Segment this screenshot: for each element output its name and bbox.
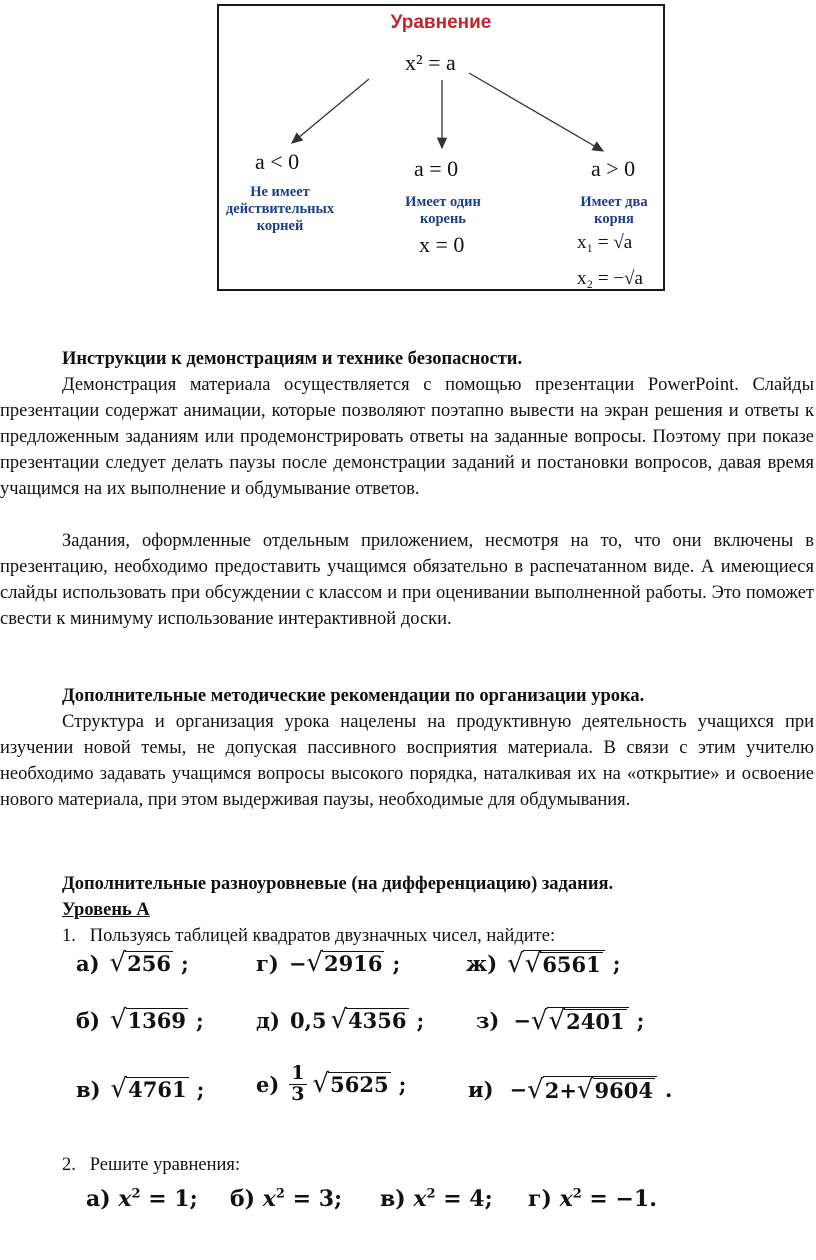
task1-text: 1. Пользуясь таблицей квадратов двузначных чисел, найдите:	[62, 926, 556, 946]
task-item-a: а) √ 256 ;	[76, 948, 189, 978]
equation-b: б) $x^2 = 3$;	[230, 1186, 343, 1212]
equation-v: в) $x^2 = 4$;	[380, 1186, 493, 1212]
section2-heading: Дополнительные методические рекомендации по организации урока.	[62, 686, 645, 706]
case-negative-condition: a < 0	[255, 149, 300, 174]
section3-heading: Дополнительные разноуровневые (на дифференциацию) задания.	[62, 874, 614, 894]
task-item-z: з) − √ √ 2401 ;	[476, 1006, 645, 1037]
section1-paragraph-2: Задания, оформленные отдельным приложением, несмотря на то, что они включены в презентацию, необходимо предоставить учащимся обязательно в распечатанном виде. А имеющиеся слайды использовать при обсуждении с классом и при оценивании выполненной работы. Это поможет свести к минимуму использование интерактивной доски.	[0, 531, 814, 629]
equation-a: а) $x^2 = 1$;	[86, 1186, 198, 1212]
case-zero-condition: a = 0	[414, 156, 459, 181]
level-heading: Уровень А	[62, 900, 150, 920]
task-item-e: е) $\frac{1}{3}$ √ 5625 ;	[256, 1062, 407, 1105]
equation-g: г) $x^2 = -1$.	[528, 1186, 657, 1212]
diagram-title: Уравнение	[390, 12, 492, 33]
top-equation: x² = a	[405, 50, 456, 75]
section1-paragraph-1: Демонстрация материала осуществляется с помощью презентации PowerPoint. Слайды презентации содержат анимации, которые позволяют поэтапно вывести на экран решения и ответы к предложенным заданиям или продемонстрировать ответы на заданные вопросы. Поэтому при показе презентации следует делать паузы после демонстрации заданий и постановки вопросов, давая время учащимся на их выполнение и обдумывание ответов.	[0, 375, 814, 499]
task-item-d: д) 0,5 √ 4356 ;	[256, 1005, 425, 1035]
case-zero-description: Имеет один корень	[405, 194, 481, 227]
task-item-b: б) √ 1369 ;	[76, 1005, 204, 1035]
case-positive-root-2: x₂ = −√a	[577, 268, 643, 289]
task-item-zh: ж) √ √ 6561 ;	[466, 949, 621, 980]
task-item-v: в) √ 4761 ;	[76, 1074, 205, 1104]
case-positive-description: Имеет два корня	[580, 194, 648, 227]
task-item-g: г) − √ 2916 ;	[256, 948, 401, 978]
case-zero-root: x = 0	[419, 232, 465, 257]
section2-paragraph-1: Структура и организация урока нацелены на продуктивную деятельность учащихся при изучении новой темы, не допуская пассивного восприятия материала. В связи с этим учителю необходимо задавать учащимся вопросы высокого порядка, наталкивая их на «открытие» и освоение нового материала, при этом выдерживая паузы, необходимые для обдумывания.	[0, 712, 814, 810]
arrow-left	[292, 79, 369, 143]
task-item-i: и) − √ 2+ √ 9604 .	[468, 1075, 673, 1106]
case-positive-root-1: x₁ = √a	[577, 232, 633, 253]
case-negative-description: Не имеет действительных корней	[225, 184, 335, 234]
equation-diagram	[217, 4, 665, 291]
section1-heading: Инструкции к демонстрациям и технике безопасности.	[62, 349, 523, 369]
task2-text: 2. Решите уравнения:	[62, 1155, 241, 1175]
arrow-right	[469, 73, 603, 151]
case-positive-condition: a > 0	[591, 156, 636, 181]
